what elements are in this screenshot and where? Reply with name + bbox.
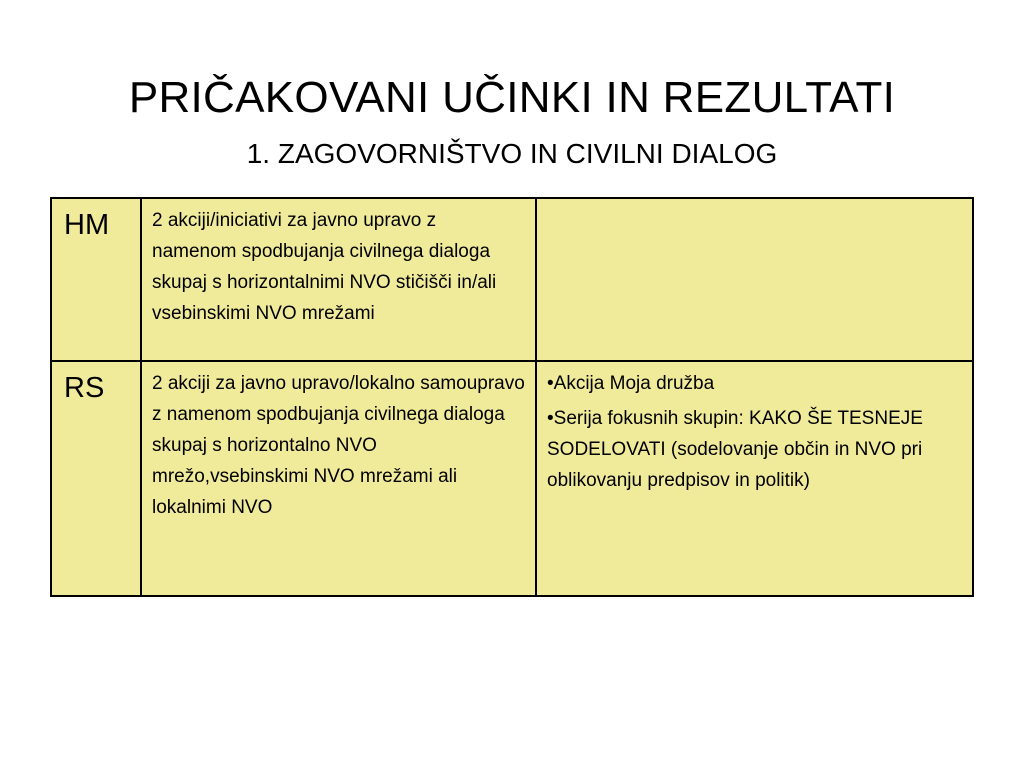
row-code-cell: HM (51, 198, 141, 361)
bullet-icon: • (547, 373, 554, 394)
table-row (51, 198, 973, 361)
row-code-cell: RS (51, 361, 141, 596)
title-block (0, 70, 1024, 172)
row-activities-cell (536, 361, 973, 596)
slide-title: PRIČAKOVANI UČINKI IN REZULTATI (128, 73, 896, 122)
activities-list (547, 368, 962, 496)
list-item (547, 403, 962, 496)
activity-text: Akcija Moja družba (553, 373, 715, 394)
activity-text: Serija fokusnih skupin: KAKO ŠE TESNEJE SODELOVATI (sodelovanje občin in NVO pri oblikovanju predpisov in politik) (547, 408, 923, 491)
row-activities-cell (536, 198, 973, 361)
row-target-cell: 2 akciji za javno upravo/lokalno samoupravo z namenom spodbujanja civilnega dialoga skupaj s horizontalno NVO mrežo,vsebinskimi NVO mrežami ali lokalnimi NVO (141, 361, 536, 596)
list-item (547, 368, 962, 399)
bullet-icon: • (547, 408, 554, 429)
row-target-cell: 2 akciji/iniciativi za javno upravo z namenom spodbujanja civilnega dialoga skupaj s horizontalnimi NVO stičišči in/ali vsebinskimi NVO mrežami (141, 198, 536, 361)
table-row (51, 361, 973, 596)
slide-subtitle: 1. ZAGOVORNIŠTVO IN CIVILNI DIALOG (246, 138, 778, 169)
results-table (50, 197, 974, 597)
